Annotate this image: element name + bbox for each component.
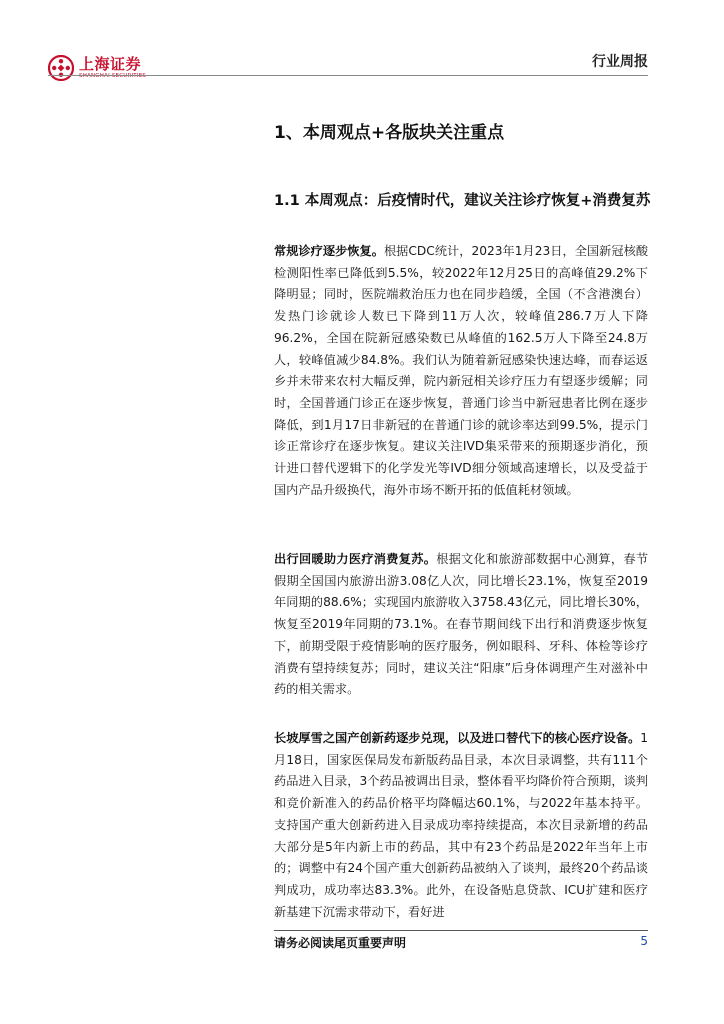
footer-divider <box>274 930 648 931</box>
paragraph-lead: 常规诊疗逐步恢复。 <box>274 244 384 258</box>
paragraph-innovative-drugs <box>274 728 648 923</box>
report-type-label: 行业周报 <box>592 54 648 70</box>
page-header <box>0 0 724 90</box>
page-number: 5 <box>640 934 648 948</box>
disclaimer-note: 请务必阅读尾页重要声明 <box>274 936 407 950</box>
section-subheading: 1.1 本周观点：后疫情时代，建议关注诊疗恢复+消费复苏 <box>274 193 651 209</box>
paragraph-lead: 长坡厚雪之国产创新药逐步兑现，以及进口替代下的核心医疗设备。 <box>274 731 641 745</box>
paragraph-travel-consumption <box>274 549 648 701</box>
paragraph-clinic-recovery <box>274 241 648 501</box>
paragraph-body: 根据CDC统计，2023年1月23日，全国新冠核酸检测阳性率已降低到5.5%，较2022年12月25日的高峰值29.2%下降明显；同时，医院端救治压力也在同步趋缓，全国（不含港澳台）发热门诊就诊人数已下降到11万人次，较峰值286.7万人下降96.2%，全国在院新冠感染数已从峰值的162.5万人下降至24.8万人，较峰值减少84.8%。我们认为随着新冠感染快速达峰，而春运返乡并未带来农村大幅反弹，院内新冠相关诊疗压力有望逐步缓解；同时，全国普通门诊正在逐步恢复，普通门诊当中新冠患者比例在逐步降低，到1月17日非新冠的在普通门诊的就诊率达到99.5%，提示门诊正常诊疗在逐步恢复。建议关注IVD集采带来的预期逐步消化，预计进口替代逻辑下的化学发光等IVD细分领域高速增长，以及受益于国内产品升级换代，海外市场不断开拓的低值耗材领域。 <box>274 244 649 497</box>
logo-chinese-name: 上海证券 <box>79 54 142 73</box>
section-heading: 1、本周观点+各版块关注重点 <box>274 123 505 143</box>
paragraph-body: 根据文化和旅游部数据中心测算，春节假期全国国内旅游出游3.08亿人次，同比增长23.1%，恢复至2019年同期的88.6%；实现国内旅游收入3758.43亿元，同比增长30%，恢复至2019年同期的73.1%。在春节期间线下出行和消费逐步恢复下，前期受限于疫情影响的医疗服务，例如眼科、牙科、体检等诊疗消费有望持续复苏；同时，建议关注“阳康”后身体调理产生对滋补中药的相关需求。 <box>274 552 649 697</box>
shanghai-securities-emblem-icon <box>48 55 74 81</box>
header-divider <box>48 75 648 76</box>
paragraph-body: 1月18日，国家医保局发布新版药品目录，本次目录调整，共有111个药品进入目录，3个药品被调出目录，整体看平均降价符合预期，谈判和竞价新准入的药品价格平均降幅达60.1%，与2022年基本持平。支持国产重大创新药进入目录成功率持续提高，本次目录新增的药品大部分是5年内新上市的药品，其中有23个药品是2022年当年上市的；调整中有24个国产重大创新药品被纳入了谈判，最终20个药品谈判成功，成功率达83.3%。此外，在设备贴息贷款、ICU扩建和医疗新基建下沉需求带动下，看好进 <box>274 731 648 919</box>
paragraph-lead: 出行回暖助力医疗消费复苏。 <box>274 552 437 566</box>
company-logo <box>48 52 146 84</box>
